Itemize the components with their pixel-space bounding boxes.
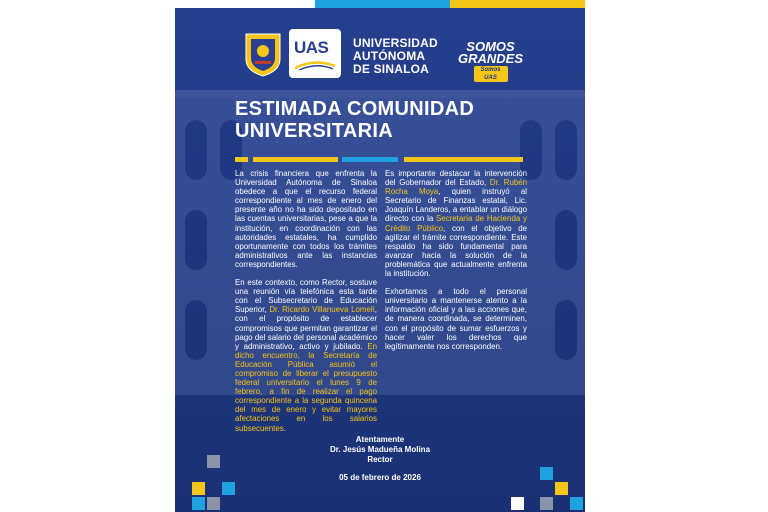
paragraph-4: Exhortamos a todo el personal universitario a mantenerse atento a la información oficial y a las acciones que, de manera coordinada, se determinen, con el propósito de sumar esfuerzos y hacer valer los derechos que legítimamente nos corresponden. bbox=[385, 287, 527, 351]
swoosh-icon bbox=[295, 60, 335, 70]
somos-grandes-logo bbox=[458, 41, 523, 82]
governor-name: Dr. Rubén Rocha Moya bbox=[385, 178, 528, 197]
decorative-square bbox=[207, 455, 220, 468]
signer-name: Dr. Jesús Madueña Molina bbox=[329, 445, 431, 454]
decorative-square bbox=[192, 482, 205, 495]
uas-logo-icon bbox=[289, 29, 341, 78]
decorative-square bbox=[222, 482, 235, 495]
subsecretario-name: Dr. Ricardo Villanueva Lomelí bbox=[269, 305, 375, 315]
university-name-line-2: AUTÓNOMA bbox=[353, 49, 426, 63]
uas-logo-text: UAS bbox=[294, 38, 329, 57]
slogan-tag: Somos UAS bbox=[474, 66, 508, 82]
university-name-line-1: UNIVERSIDAD bbox=[353, 36, 438, 50]
paragraph-1: La crisis financiera que enfrenta la Universidad Autónoma de Sinaloa obedece a que el recurso federal correspondiente al mes de enero del presente año no ha sido depositado en las cuentas universitarias, pese a que la institución, en coordinación con las autoridades estatales, ha cumplido oportunamente con todos los trámites administrativos ante las instancias correspondientes. bbox=[235, 169, 377, 269]
university-name-line-3: DE SINALOA bbox=[353, 62, 430, 76]
title-line-2: UNIVERSITARIA bbox=[235, 120, 393, 142]
document-date: 05 de febrero de 2026 bbox=[339, 473, 421, 482]
decorative-square bbox=[207, 497, 220, 510]
divider-segment bbox=[342, 157, 398, 162]
decorative-square bbox=[511, 497, 524, 510]
top-color-bar bbox=[175, 0, 585, 8]
decorative-square bbox=[570, 497, 583, 510]
page-title bbox=[235, 98, 535, 142]
title-line-1: ESTIMADA COMUNIDAD bbox=[235, 98, 475, 120]
announcement-poster bbox=[175, 0, 585, 512]
signature-block bbox=[175, 435, 585, 465]
body-column-left bbox=[235, 169, 377, 442]
closing: Atentamente bbox=[355, 435, 405, 444]
sep-commitment: En dicho encuentro, la Secretaría de Educación Pública asumió el compromiso de liberar el presupuesto federal universitario el lunes 9 de febrero, a fin de realizar el pago correspondiente a la segunda quincena del mes de enero y evitar mayores afectaciones en los salarios subsecuentes. bbox=[235, 341, 377, 433]
uas-emblem-icon bbox=[243, 31, 283, 77]
decorative-square bbox=[540, 467, 553, 480]
decorative-square bbox=[540, 497, 553, 510]
body-column-right bbox=[385, 169, 527, 360]
slogan-line-1: SOMOS bbox=[466, 39, 515, 54]
decorative-square bbox=[192, 497, 205, 510]
divider-segment bbox=[253, 157, 338, 162]
decorative-square bbox=[555, 482, 568, 495]
paragraph-2: En este contexto, como Rector, sostuve una reunión vía telefónica esta tarde con el Subsecretario de Educación Superior, Dr. Ricardo Villanueva Lomelí, con el propósito de establecer compromisos que permitan garantizar el pago del salario del personal académico y administrativo, activo y jubilado. En dicho encuentro, la Secretaría de Educación Pública asumió el compromiso de liberar el presupuesto federal universitario el lunes 9 de febrero, a fin de realizar el pago correspondiente a la segunda quincena del mes de enero y evitar mayores afectaciones en los salarios subsecuentes. bbox=[235, 278, 377, 433]
university-name bbox=[353, 37, 438, 76]
signer-role: Rector bbox=[367, 455, 393, 464]
paragraph-3: Es importante destacar la intervención del Gobernador del Estado, Dr. Rubén Rocha Moya, quien instruyó al Secretario de Finanzas estatal, Lic. Joaquín Landeros, a entablar un diálogo directo con la Secretaría de Hacienda y Crédito Público, con el objetivo de agilizar el trámite correspondiente. Este respaldo ha sido fundamental para avanzar hacia la solución de la problemática que actualmente enfrenta la institución. bbox=[385, 169, 528, 279]
shcp-name: Secretaría de Hacienda y Crédito Público bbox=[385, 214, 528, 233]
divider-segment bbox=[235, 157, 248, 162]
slogan-line-2: GRANDES bbox=[458, 51, 524, 66]
divider-segment bbox=[404, 157, 523, 162]
